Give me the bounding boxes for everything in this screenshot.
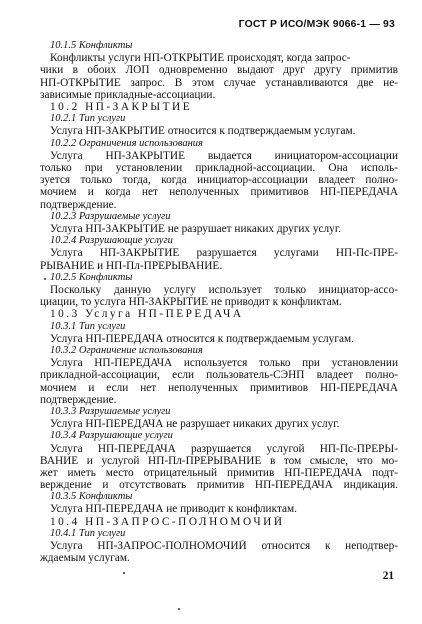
text-line: верждение и отсутствовать примитив НП-ПЕРЕДАЧА индикация. [40,479,398,492]
text-line: 10.3.5 Конфликты [50,491,133,503]
text-line: 10.4.1 Тип услуги [50,527,126,539]
text-line: 10.2.2 Ограничения использования [50,137,203,149]
scan-speck [44,278,46,280]
text-line: 10.2.3 Разрушаемые услуги [50,210,171,222]
text-line: 10.3.3 Разрушаемые услуги [50,405,171,417]
running-header: ГОСТ Р ИСО/МЭК 9066-1 — 93 [238,19,395,30]
text-line: мочием и когда нет неполученных примитивов НП-ПЕРЕДАЧА [40,186,398,199]
text-line: чики в обоих ЛОП одновременно выдают друг другу примитив [40,64,398,77]
text-line: жет иметь место отрицательный примитив НП-ПЕРЕДАЧА подт- [40,466,398,479]
text-line: НП-ОТКРЫТИЕ запрос. В этом случае устанавливаются две не- [40,76,398,89]
text-line: только при установлении прикладной-ассоциации. Она исполь- [40,161,398,174]
text-line: подтверждение. [40,393,117,406]
text-line: 10.4 НП-ЗАПРОС-ПОЛНОМОЧИЙ [50,515,285,528]
document-body [40,40,398,564]
text-line: РЫВАНИЕ и НП-Пл-ПРЕРЫВАНИЕ. [40,259,223,272]
text-line: подтверждение. [40,198,117,211]
text-line: 10.3.2 Ограничение использования [50,344,203,356]
text-line: Услуга НП-ЗАКРЫТИЕ разрушается услугами НП-Пс-ПРЕ- [50,247,398,260]
text-line: Поскольку данную услугу использует только инициатор-ассо- [50,283,398,296]
text-line: Услуга НП-ЗАКРЫТИЕ не разрушает никаких других услуг. [50,222,342,235]
text-line: Услуга НП-ЗАКРЫТИЕ выдается инициатором-ассоциации [50,149,398,162]
text-line: Услуга НП-ПЕРЕДАЧА не разрушает никаких других услуг. [50,418,340,431]
text-line: ВАНИЕ и услугой НП-Пл-ПРЕРЫВАНИЕ в том смысле, что мо- [40,454,398,467]
text-line: Услуга НП-ПЕРЕДАЧА используется только при установлении [50,357,398,370]
scan-speck [178,608,180,610]
text-line: циации, то услуга НП-ЗАКРЫТИЕ не приводит к конфликтам. [40,296,342,309]
text-line: прикладной-ассоциации, если пользователь-СЭНП владеет полно- [40,369,398,382]
text-line: 10.3.4 Разрушающие услуги [50,430,173,442]
text-line: 10.3.1 Тип услуги [50,320,126,332]
text-line: 10.2 НП-ЗАКРЫТИЕ [50,100,193,113]
text-line: 10.1.5 Конфликты [50,40,133,51]
text-line: 10.2.5 Конфликты [50,271,133,283]
text-line: Конфликты услуги НП-ОТКРЫТИЕ происходят, когда запрос- [50,52,351,65]
text-line: Услуга НП-ПЕРЕДАЧА не приводит к конфликтам. [50,503,298,516]
scan-speck [123,572,125,574]
text-line: ждаемым услугам. [40,552,130,565]
text-line: 10.2.1 Тип услуги [50,113,126,125]
page-number: 21 [382,570,394,582]
text-line: зуется только тогда, когда инициатор-ассоциации владеет полно- [40,174,398,187]
text-line: 10.3 Услуга НП-ПЕРЕДАЧА [50,308,244,321]
text-line: мочием и если нет неполученных примитивов НП-ПЕРЕДАЧА [40,381,398,394]
text-line: Услуга НП-ЗАПРОС-ПОЛНОМОЧИЙ относится к неподтвер- [50,540,398,553]
text-line: Услуга НП-ПЕРЕДАЧА относится к подтверждаемым услугам. [50,332,354,345]
text-line: 10.2.4 Разрушающие услуги [50,235,173,247]
text-line: зависимые прикладные-ассоциации. [40,88,216,101]
text-line: Услуга НП-ЗАКРЫТИЕ относится к подтверждаемым услугам. [50,125,356,138]
text-line: Услуга НП-ПЕРЕДАЧА разрушается услугой НП-Пс-ПРЕРЫ- [50,442,398,455]
